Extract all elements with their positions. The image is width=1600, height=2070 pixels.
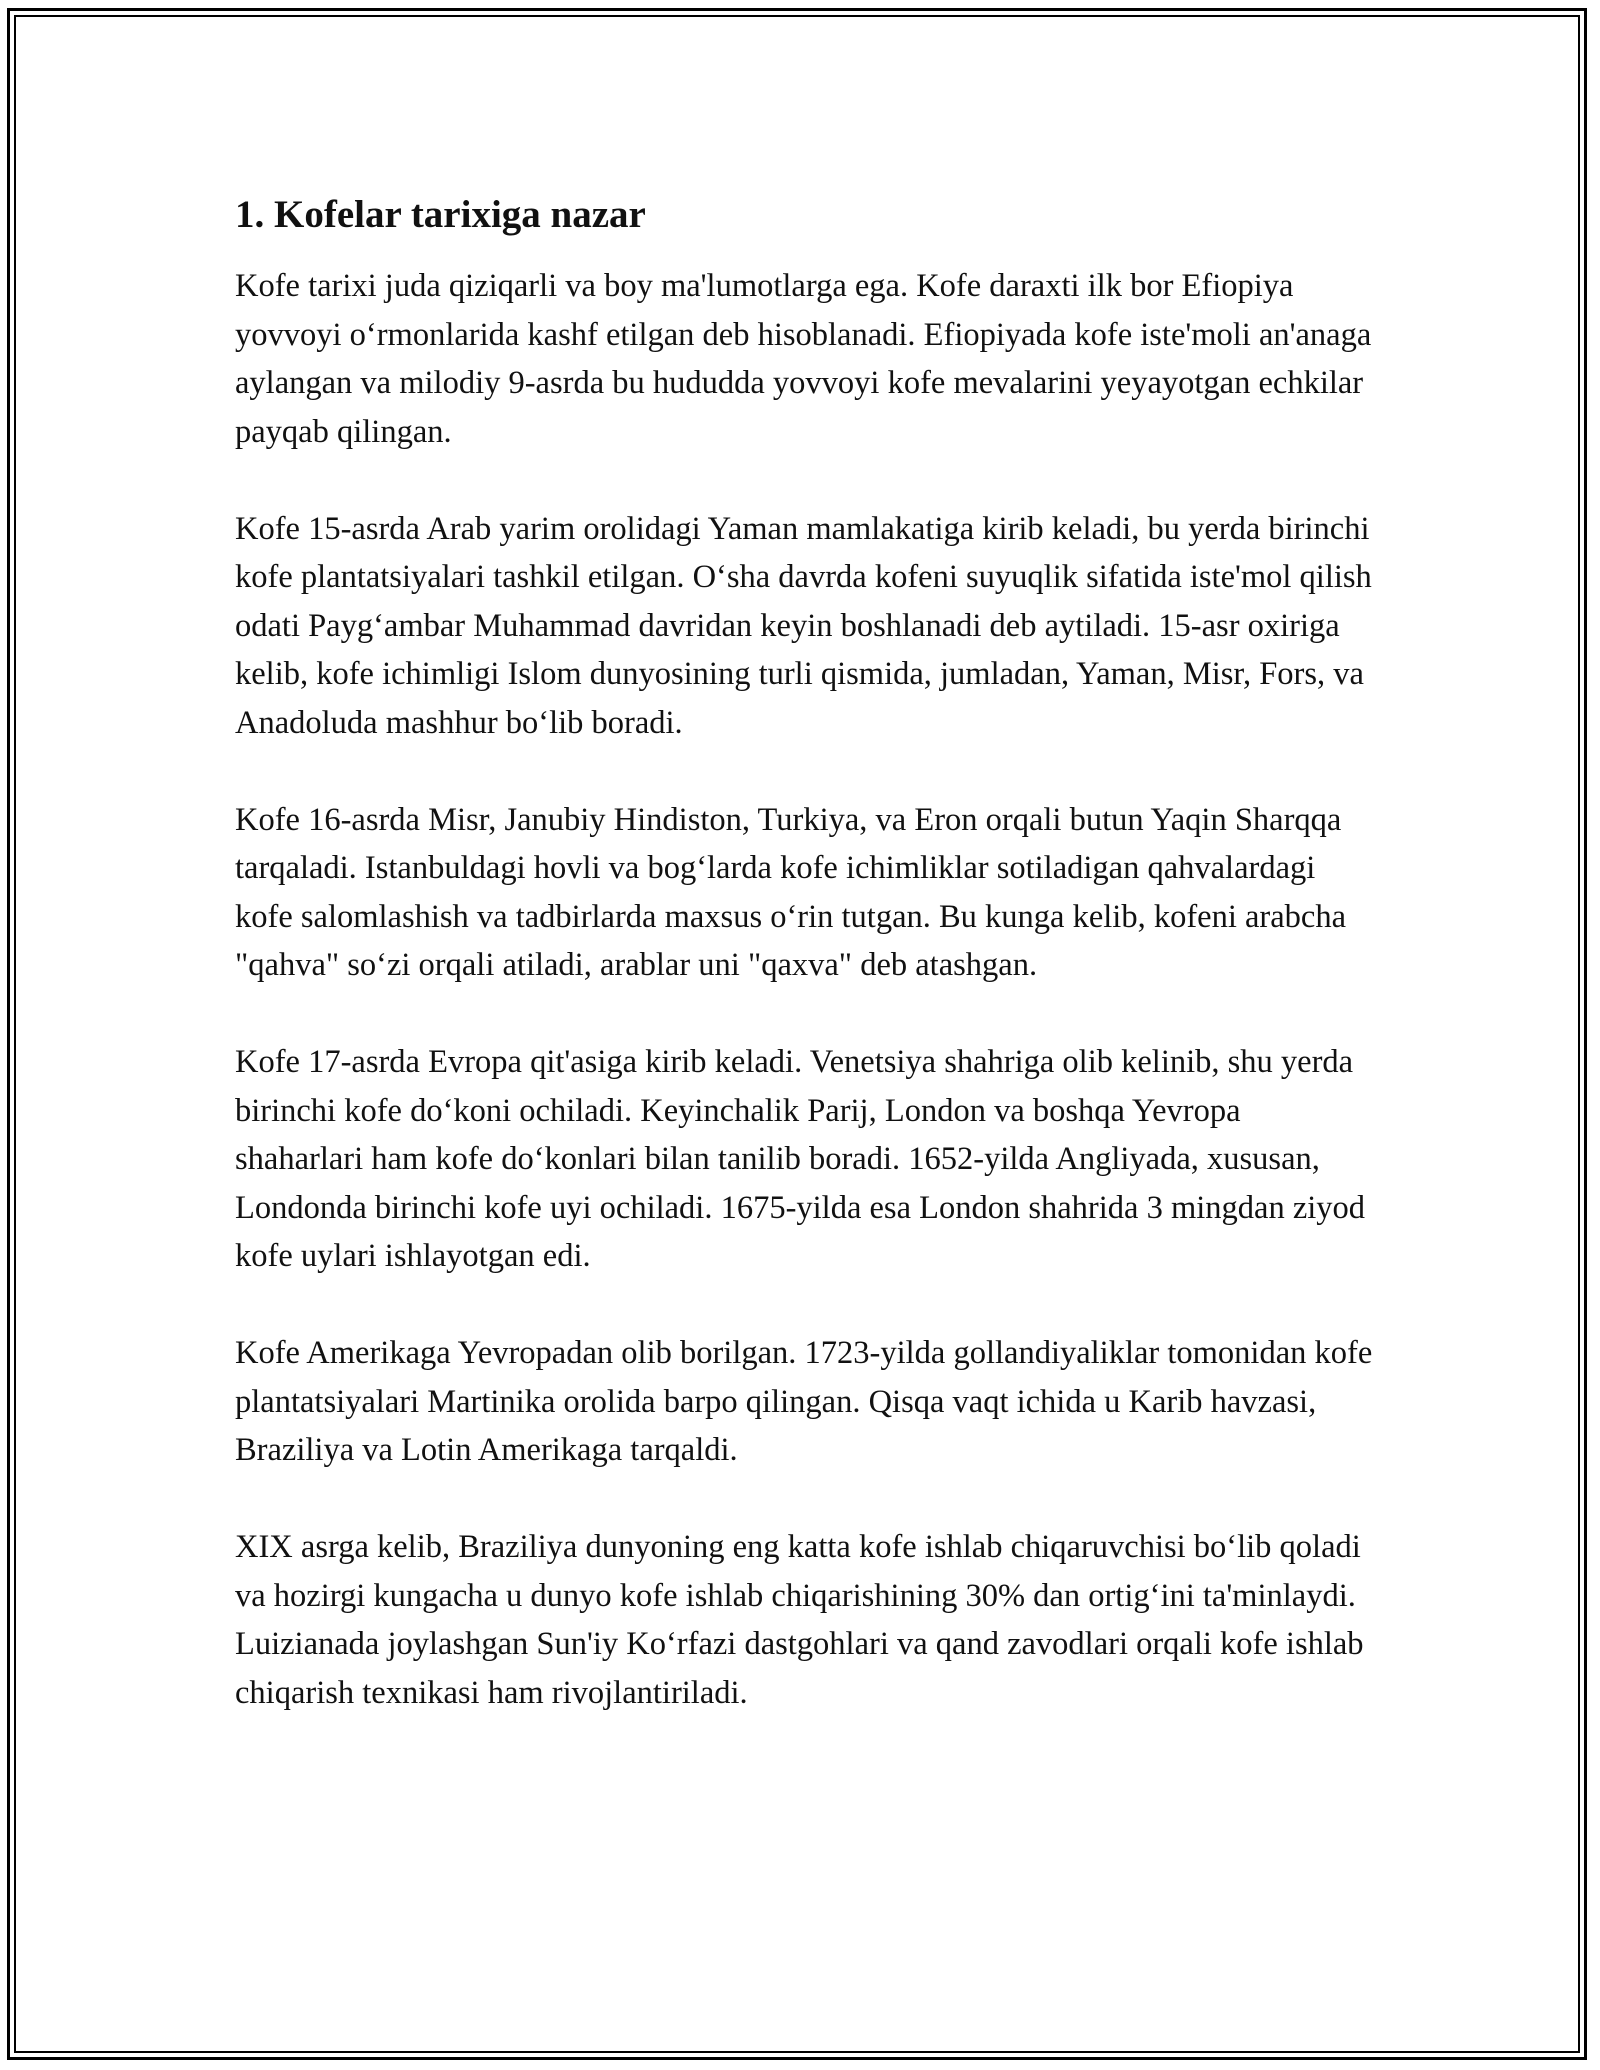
paragraph-america: Kofe Amerikaga Yevropadan olib borilgan. 1723-yilda gollandiyaliklar tomonidan kofe plantatsiyalari Martinika orolida barpo qilingan. Qisqa vaqt ichida u Karib havzasi, Braziliya va Lotin Amerikaga tarqaldi. — [235, 1335, 1373, 1468]
paragraph-yemen: Kofe 15-asrda Arab yarim orolidagi Yaman mamlakatiga kirib keladi, bu yerda birinchi kofe plantatsiyalari tashkil etilgan. O‘sha davrda kofeni suyuqlik sifatida iste'mol qilish odati Payg‘ambar Muhammad davridan keyin boshlanadi deb aytiladi. 15-asr oxiriga kelib, kofe ichimligi Islom dunyosining turli qismida, jumladan, Yaman, Misr, Fors, va Anadoluda mashhur bo‘lib boradi. — [235, 510, 1372, 741]
paragraph-brazil: XIX asrga kelib, Braziliya dunyoning eng katta kofe ishlab chiqaruvchisi bo‘lib qoladi va hozirgi kungacha u dunyo kofe ishlab chiqarishining 30% dan ortig‘ini ta'minlaydi. Luizianada joylashgan Sun'iy Ko‘rfazi dastgohlari va qand zavodlari orqali kofe ishlab chiqarish texnikasi ham rivojlantiriladi. — [235, 1529, 1364, 1711]
document-body — [235, 190, 1375, 1766]
section-heading: 1. Kofelar tarixiga nazar — [235, 193, 646, 236]
paragraph-europe: Kofe 17-asrda Evropa qit'asiga kirib keladi. Venetsiya shahriga olib kelinib, shu yerda birinchi kofe do‘koni ochiladi. Keyinchalik Parij, London va boshqa Yevropa shaharlari ham kofe do‘konlari bilan tanilib boradi. 1652-yilda Angliyada, xususan, Londonda birinchi kofe uyi ochiladi. 1675-yilda esa London shahrida 3 mingdan ziyod kofe uylari ishlayotgan edi. — [235, 1044, 1366, 1274]
paragraph-middle-east: Kofe 16-asrda Misr, Janubiy Hindiston, Turkiya, va Eron orqali butun Yaqin Sharqqa tarqaladi. Istanbuldagi hovli va bog‘larda kofe ichimliklar sotiladigan qahvalardagi kofe salomlashish va tadbirlarda maxsus o‘rin tutgan. Bu kunga kelib, kofeni arabcha "qahva" so‘zi orqali atiladi, arablar uni "qaxva" deb atashgan. — [235, 801, 1347, 983]
paragraph-origin-ethiopia: Kofe tarixi juda qiziqarli va boy ma'lumotlarga ega. Kofe daraxti ilk bor Efiopiya yovvoyi o‘rmonlarida kashf etilgan deb hisoblanadi. Efiopiyada kofe iste'moli an'anaga aylangan va milodiy 9-asrda bu hududda yovvoyi kofe mevalarini yeyayotgan echkilar payqab qilingan. — [235, 268, 1372, 450]
